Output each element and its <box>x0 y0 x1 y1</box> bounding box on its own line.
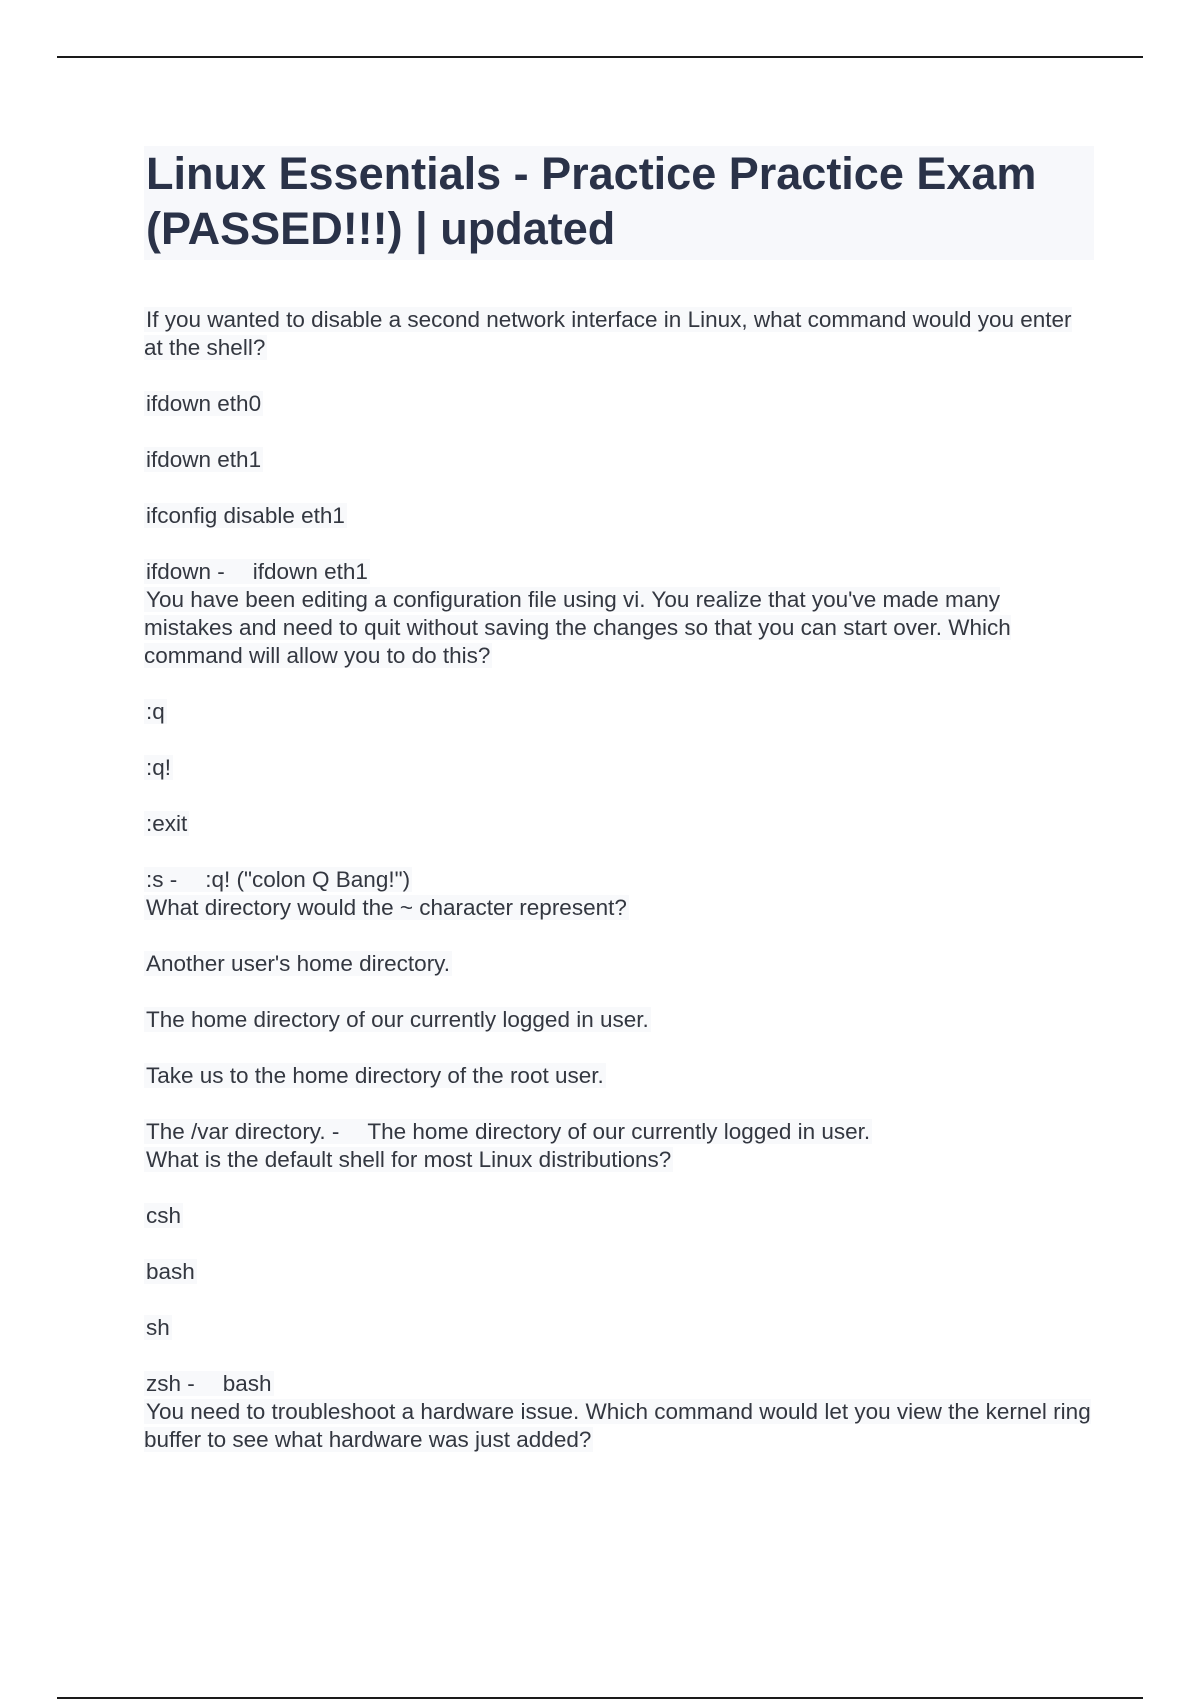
option: The home directory of our currently logged in user. <box>146 1007 649 1032</box>
option: bash <box>146 1259 195 1284</box>
question-text: You have been editing a configuration file using vi. You realize that you've made many mistakes and need to quit without saving the changes so that you can start over. Which command will allow you to do this? <box>144 587 1011 668</box>
question-text: If you wanted to disable a second network interface in Linux, what command would you enter at the shell? <box>144 307 1072 360</box>
question-block <box>144 306 1094 586</box>
option: ifconfig disable eth1 <box>146 503 345 528</box>
document-body <box>144 146 1094 1454</box>
top-rule <box>57 56 1143 58</box>
option: ifdown eth0 <box>146 391 262 416</box>
question-text: What directory would the ~ character represent? <box>146 895 627 920</box>
document-title: Linux Essentials - Practice Practice Exam (PASSED!!!) | updated <box>146 148 1037 254</box>
bottom-rule <box>57 1697 1143 1699</box>
option: :q <box>146 699 165 724</box>
question-block <box>144 1146 1094 1398</box>
option: csh <box>146 1203 182 1228</box>
option: ifdown eth1 <box>146 447 262 472</box>
option-last: :s - <box>146 867 178 892</box>
option: Another user's home directory. <box>146 951 451 976</box>
option: :q! <box>146 755 172 780</box>
answer: The home directory of our currently logged in user. <box>367 1119 871 1144</box>
question-text: You need to troubleshoot a hardware issue. Which command would let you view the kernel ring buffer to see what hardware was just added? <box>144 1399 1091 1452</box>
question-block <box>144 1398 1094 1454</box>
question-text: What is the default shell for most Linux distributions? <box>146 1147 672 1172</box>
option: :exit <box>146 811 188 836</box>
question-block <box>144 586 1094 894</box>
option-last: zsh - <box>146 1371 195 1396</box>
question-block <box>144 894 1094 1146</box>
option-last: ifdown - <box>146 559 225 584</box>
qa-list <box>144 306 1094 1454</box>
option: Take us to the home directory of the root user. <box>146 1063 604 1088</box>
answer: ifdown eth1 <box>252 559 368 584</box>
option-last: The /var directory. - <box>146 1119 340 1144</box>
answer: :q! ("colon Q Bang!") <box>205 867 411 892</box>
option: sh <box>146 1315 170 1340</box>
answer: bash <box>222 1371 272 1396</box>
title-block <box>144 146 1094 260</box>
